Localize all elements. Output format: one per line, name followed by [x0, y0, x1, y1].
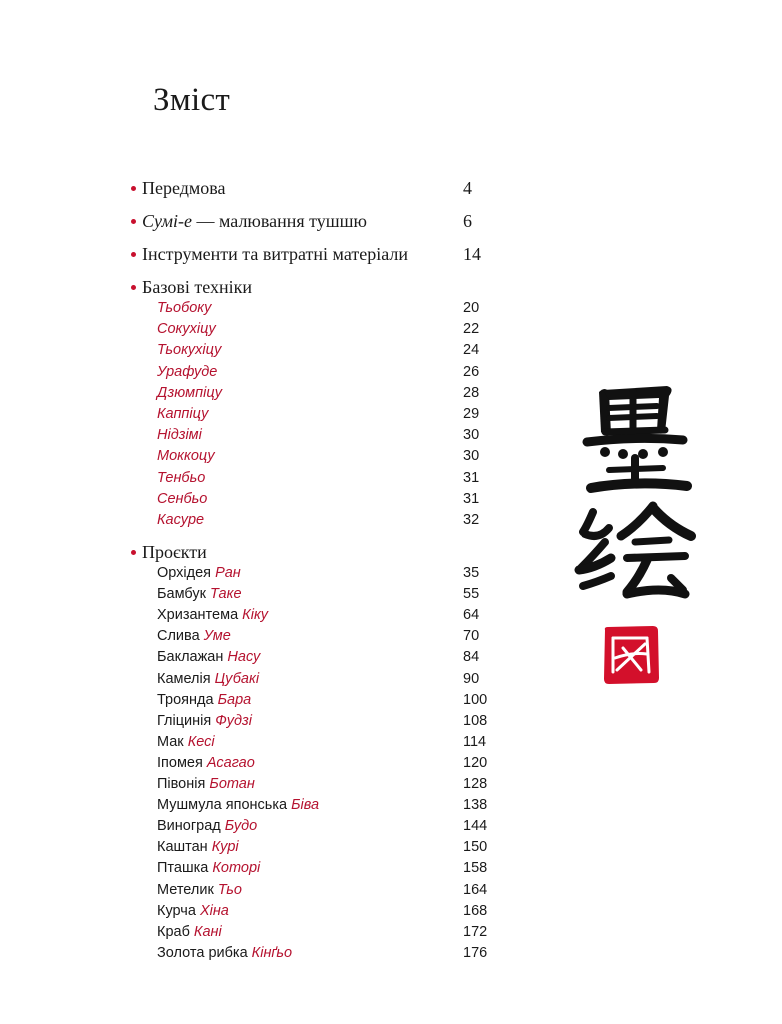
- technique-row: [157, 446, 480, 466]
- project-name: Хризантема: [157, 607, 239, 624]
- project-row: [157, 732, 487, 752]
- project-row: [157, 690, 488, 710]
- technique-name: Тьокухіцу: [157, 342, 222, 359]
- project-page: 144: [463, 818, 488, 835]
- project-name: Мак: [157, 733, 184, 750]
- technique-name: Тенбьо: [157, 469, 206, 486]
- project-row: [157, 795, 488, 815]
- technique-row: [157, 510, 480, 530]
- technique-name: Сенбьо: [157, 490, 208, 507]
- toc-entry-label: Проєкти: [142, 542, 207, 562]
- technique-name: Каппіцу: [157, 406, 209, 422]
- project-row: [157, 858, 488, 878]
- project-japanese-name: Ран: [215, 565, 241, 581]
- technique-name: Дзюмпіцу: [157, 384, 223, 401]
- project-name: Мушмула японська: [157, 797, 288, 814]
- project-page: 128: [463, 776, 488, 792]
- project-japanese-name: Таке: [210, 586, 242, 603]
- project-name: Золота рибка: [157, 944, 248, 961]
- project-japanese-name: Кесі: [187, 733, 215, 750]
- project-name: Баклажан: [157, 649, 224, 666]
- project-page: 84: [463, 649, 480, 666]
- project-row: [157, 711, 488, 731]
- technique-page: 31: [463, 469, 480, 486]
- technique-page: 31: [463, 490, 480, 507]
- project-page: 120: [463, 754, 488, 771]
- project-page: 150: [463, 839, 488, 856]
- project-name: Троянда: [157, 691, 214, 708]
- project-japanese-name: Будо: [224, 818, 258, 835]
- project-row: [157, 880, 488, 900]
- project-row: [157, 943, 488, 963]
- toc-entry-page: 6: [463, 211, 472, 231]
- bullet-icon: [131, 550, 136, 555]
- toc-entry-page: 14: [463, 244, 481, 264]
- project-name: Іпомея: [157, 754, 203, 771]
- technique-row: [157, 340, 480, 360]
- project-japanese-name: Кані: [193, 923, 222, 940]
- project-name: Півонія: [157, 776, 206, 792]
- project-page: 108: [463, 712, 488, 729]
- project-page: 114: [463, 733, 487, 750]
- project-page: 158: [463, 860, 488, 877]
- project-page: 164: [463, 881, 488, 898]
- page-title: Зміст: [153, 82, 231, 118]
- project-name: Пташка: [157, 860, 209, 877]
- project-name: Виноград: [157, 818, 221, 835]
- calligraphy-image: [565, 372, 705, 622]
- technique-row: [157, 383, 480, 403]
- project-page: 55: [463, 586, 480, 603]
- project-row: [157, 922, 488, 942]
- project-page: 138: [463, 797, 488, 814]
- project-page: 176: [463, 944, 488, 961]
- project-page: 100: [463, 691, 488, 708]
- project-row: [157, 563, 480, 583]
- technique-page: 26: [463, 363, 480, 380]
- project-row: [157, 647, 480, 667]
- project-japanese-name: Цубакі: [214, 670, 260, 687]
- technique-page: 32: [463, 512, 480, 528]
- technique-page: 24: [463, 342, 480, 359]
- project-japanese-name: Кінґьо: [251, 944, 293, 961]
- project-japanese-name: Біва: [291, 797, 320, 814]
- project-row: [157, 816, 488, 836]
- technique-name: Тьобоку: [157, 300, 212, 316]
- toc-entry-label: Базові техніки: [142, 277, 252, 297]
- bullet-icon: [131, 252, 136, 257]
- bullet-icon: [131, 186, 136, 191]
- project-japanese-name: Кіку: [242, 607, 269, 624]
- project-japanese-name: Фудзі: [215, 712, 253, 729]
- project-row: [157, 774, 488, 794]
- project-page: 172: [463, 923, 488, 940]
- toc-entry-label: Передмова: [142, 178, 226, 198]
- technique-row: [157, 489, 480, 509]
- technique-row: [157, 298, 480, 318]
- project-name: Метелик: [157, 881, 214, 898]
- technique-page: 20: [463, 300, 480, 316]
- project-row: [157, 753, 488, 773]
- project-name: Бамбук: [157, 586, 206, 603]
- project-name: Гліцинія: [157, 712, 212, 729]
- project-japanese-name: Насу: [227, 649, 261, 666]
- bullet-icon: [131, 219, 136, 224]
- technique-name: Касуре: [157, 512, 205, 528]
- technique-row: [157, 319, 480, 339]
- project-japanese-name: Тьо: [217, 881, 242, 898]
- bullet-icon: [131, 285, 136, 290]
- technique-name: Сокухіцу: [157, 321, 216, 338]
- project-japanese-name: Уме: [203, 628, 231, 645]
- project-name: Камелія: [157, 670, 211, 687]
- project-name: Орхідея: [157, 565, 212, 581]
- technique-page: 30: [463, 427, 480, 444]
- seal-icon: [601, 624, 661, 686]
- project-page: 168: [463, 902, 488, 919]
- technique-row: [157, 362, 480, 382]
- project-japanese-name: Бара: [217, 691, 252, 708]
- toc-entry-label: [142, 210, 367, 232]
- toc-entry-label-italic: Сумі-е: [142, 211, 193, 231]
- technique-row: [157, 468, 480, 488]
- project-row: [157, 901, 488, 921]
- technique-name: Моккоцу: [157, 448, 215, 465]
- project-name: Каштан: [157, 839, 208, 856]
- project-name: Краб: [157, 923, 190, 940]
- project-row: [157, 605, 480, 625]
- project-row: [157, 837, 488, 857]
- project-name: Слива: [157, 628, 200, 645]
- project-page: 70: [463, 628, 480, 645]
- project-japanese-name: Которі: [212, 860, 261, 877]
- toc-entry-label-rest: — малювання тушшю: [192, 211, 367, 231]
- technique-name: Нідзімі: [157, 427, 202, 444]
- project-page: 35: [463, 565, 480, 581]
- project-japanese-name: Асагао: [206, 754, 255, 771]
- project-japanese-name: Ботан: [209, 776, 255, 792]
- project-japanese-name: Хіна: [199, 902, 229, 919]
- technique-row: [157, 404, 480, 424]
- technique-name: Урафуде: [157, 363, 218, 380]
- toc-entry-page: 4: [463, 178, 472, 198]
- project-row: [157, 669, 480, 689]
- project-page: 90: [463, 670, 480, 687]
- project-japanese-name: Курі: [211, 839, 239, 856]
- technique-page: 30: [463, 448, 480, 465]
- project-row: [157, 584, 480, 604]
- technique-page: 22: [463, 321, 480, 338]
- project-row: [157, 626, 480, 646]
- toc-entry-label: Інструменти та витратні матеріали: [142, 244, 408, 264]
- project-page: 64: [463, 607, 480, 624]
- project-name: Курча: [157, 902, 196, 919]
- technique-page: 28: [463, 384, 480, 401]
- technique-row: [157, 425, 480, 445]
- technique-page: 29: [463, 406, 480, 422]
